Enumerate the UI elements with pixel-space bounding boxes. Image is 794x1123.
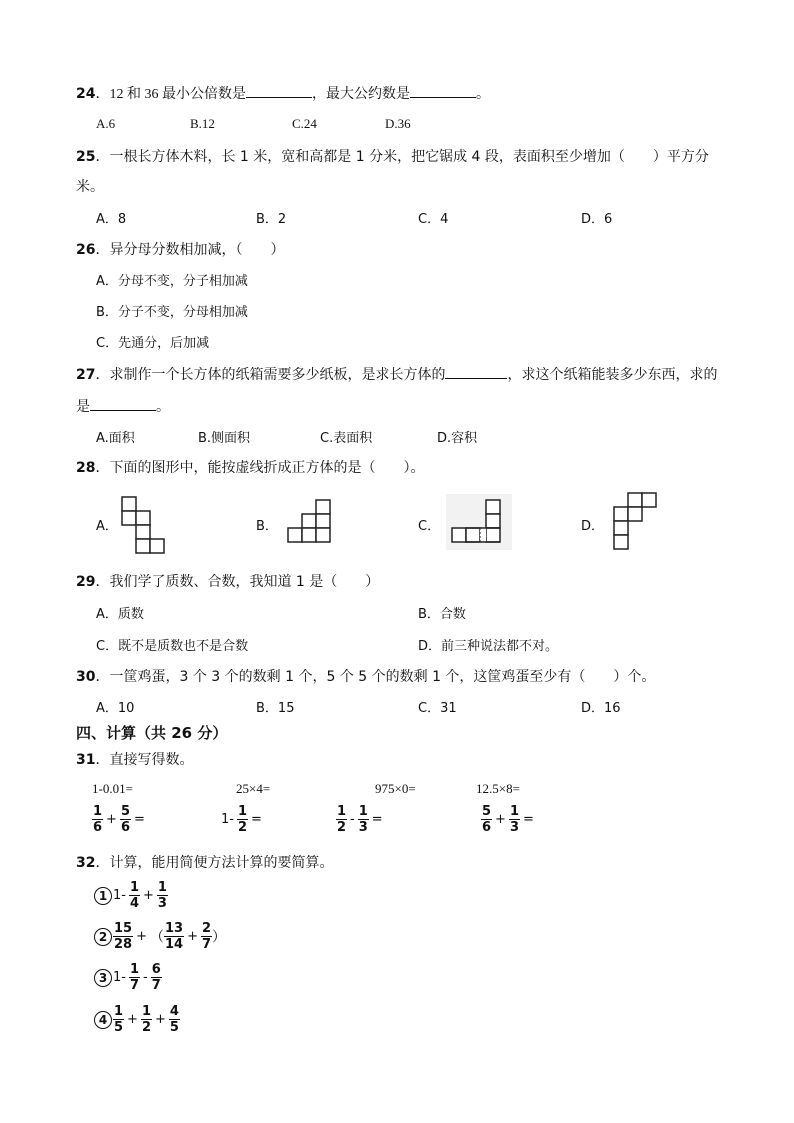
- circled-number: 4: [94, 1011, 112, 1029]
- option-d[interactable]: D．6: [581, 212, 613, 227]
- question-number: 26: [76, 242, 96, 258]
- fraction: $\frac{6}{7}$: [151, 962, 161, 993]
- calc-problem-4: 4 $\frac{1}{5}$ + $\frac{1}{2}$ + $\frac{4}{5}$: [94, 1004, 180, 1035]
- fraction: $\frac{5}{6}$: [120, 804, 130, 835]
- fraction: $\frac{13}{14}$: [165, 921, 184, 952]
- option-d[interactable]: D.容积: [437, 431, 478, 446]
- option-b[interactable]: B．: [256, 519, 278, 534]
- question-text: ．一筐鸡蛋，3 个 3 个的数剩 1 个，5 个 5 个的数剩 1 个，这筐鸡蛋至少有（ ）个。: [95, 669, 656, 685]
- question-number: 30: [76, 669, 96, 685]
- option-c[interactable]: C.24: [292, 116, 317, 131]
- answer-blank[interactable]: [90, 410, 156, 411]
- question-number: 25: [76, 149, 96, 165]
- question-number: 31: [76, 752, 96, 768]
- question-number: 28: [76, 460, 96, 476]
- calc-problem-3: 3 1- $\frac{1}{7}$ - $\frac{6}{7}$: [94, 962, 162, 993]
- cube-net-d: [608, 490, 660, 556]
- option-b[interactable]: B.侧面积: [198, 431, 251, 446]
- question-text: 。: [156, 399, 170, 415]
- question-24: [76, 83, 490, 103]
- option-d[interactable]: D．16: [581, 701, 621, 716]
- question-text: ．我们学了质数、合数，我知道 1 是（ ）: [95, 574, 380, 590]
- fraction: $\frac{15}{28}$: [114, 921, 133, 952]
- fraction-expression: 1- $\frac{1}{2}$ =: [221, 804, 262, 835]
- question-27: [76, 364, 717, 384]
- calc-item: 12.5×8=: [476, 781, 520, 796]
- option-b[interactable]: B．2: [256, 212, 287, 227]
- option-c[interactable]: C．既不是质数也不是合数: [96, 639, 249, 654]
- fraction: $\frac{1}{3}$: [358, 804, 368, 835]
- fraction: $\frac{4}{5}$: [169, 1004, 179, 1035]
- fraction: $\frac{1}{2}$: [337, 804, 347, 835]
- question-text: ．求制作一个长方体的纸箱需要多少纸板，是求长方体的: [95, 367, 446, 383]
- circled-number: 2: [94, 928, 112, 946]
- fraction: $\frac{1}{5}$: [114, 1004, 124, 1035]
- option-b[interactable]: B．合数: [418, 607, 466, 622]
- answer-blank[interactable]: [246, 97, 312, 98]
- option-a[interactable]: A．8: [96, 212, 127, 227]
- option-d[interactable]: D.36: [385, 116, 411, 131]
- question-27-line2: [76, 396, 170, 416]
- question-25: [76, 146, 709, 166]
- answer-blank[interactable]: [410, 97, 476, 98]
- option-a[interactable]: A．10: [96, 701, 135, 716]
- question-number: 27: [76, 367, 96, 383]
- question-text: ．12 和 36 最小公倍数是: [95, 87, 246, 102]
- fraction-expression: $\frac{1}{2}$ - $\frac{1}{3}$ =: [337, 804, 383, 835]
- question-text-continued: 米。: [76, 179, 104, 195]
- option-b[interactable]: B．分子不变，分母相加减: [96, 305, 248, 320]
- option-d[interactable]: D．前三种说法都不对。: [418, 639, 559, 654]
- cube-net-a: [116, 494, 168, 556]
- cube-net-c: [446, 494, 512, 550]
- option-c[interactable]: C．31: [418, 701, 457, 716]
- question-28: [76, 457, 424, 477]
- question-30: [76, 666, 655, 686]
- question-number: 32: [76, 855, 96, 871]
- option-c[interactable]: C．4: [418, 212, 449, 227]
- question-number: 29: [76, 574, 96, 590]
- circled-number: 1: [94, 887, 112, 905]
- question-26: [76, 239, 284, 259]
- fraction-expression: $\frac{5}{6}$ + $\frac{1}{3}$ =: [482, 804, 534, 835]
- option-a[interactable]: A.面积: [96, 431, 135, 446]
- option-c[interactable]: C.表面积: [320, 431, 373, 446]
- option-a[interactable]: A.6: [96, 116, 116, 131]
- question-29: [76, 571, 379, 591]
- fraction: $\frac{1}{4}$: [129, 880, 140, 911]
- option-b[interactable]: B．15: [256, 701, 295, 716]
- option-a[interactable]: A．质数: [96, 607, 144, 622]
- fraction: $\frac{1}{7}$: [129, 962, 140, 993]
- fraction: $\frac{2}{7}$: [202, 921, 212, 952]
- option-a[interactable]: A．: [96, 519, 118, 534]
- question-32: [76, 852, 333, 872]
- option-d[interactable]: D．: [581, 519, 605, 534]
- question-text: 是: [76, 399, 90, 415]
- fraction: $\frac{5}{6}$: [482, 804, 492, 835]
- option-b[interactable]: B.12: [190, 116, 215, 131]
- question-text: 。: [475, 86, 490, 102]
- fraction-expression: $\frac{1}{6}$ + $\frac{5}{6}$ =: [93, 804, 145, 835]
- fraction: $\frac{1}{3}$: [509, 804, 519, 835]
- question-text: ，最大公约数是: [311, 87, 410, 102]
- fraction: $\frac{1}{2}$: [141, 1004, 151, 1035]
- option-c[interactable]: C．先通分，后加减: [96, 336, 210, 351]
- question-text: ，求这个纸箱能装多少东西，求的: [507, 367, 718, 383]
- question-text: ．计算，能用简便方法计算的要简算。: [95, 855, 334, 871]
- calc-item: 25×4=: [236, 781, 271, 796]
- question-text: ．异分母分数相加减，（ ）: [95, 242, 285, 258]
- answer-blank[interactable]: [445, 378, 507, 379]
- question-number: 24: [76, 86, 96, 102]
- fraction: $\frac{1}{2}$: [237, 804, 248, 835]
- option-c[interactable]: C．: [418, 519, 441, 534]
- calc-problem-2: 2 $\frac{15}{28}$ + （ $\frac{13}{14}$ + $\frac{2}{7}$ ）: [94, 921, 226, 952]
- section-heading: 四、计算（共 26 分）: [76, 724, 228, 742]
- fraction: $\frac{1}{6}$: [93, 804, 103, 835]
- calc-item: 1-0.01=: [92, 781, 133, 796]
- question-text: ．一根长方体木料，长 1 米，宽和高都是 1 分米，把它锯成 4 段，表面积至少增加（ ）平方分: [95, 149, 709, 165]
- calc-item: 975×0=: [375, 781, 416, 796]
- question-31: [76, 749, 193, 769]
- fraction: $\frac{1}{3}$: [157, 880, 167, 911]
- question-text: ．下面的图形中，能按虚线折成正方体的是（ ）。: [95, 460, 425, 476]
- circled-number: 3: [94, 969, 112, 987]
- calc-problem-1: 1 1- $\frac{1}{4}$ + $\frac{1}{3}$: [94, 880, 168, 911]
- question-text: ．直接写得数。: [95, 752, 194, 768]
- option-a[interactable]: A．分母不变，分子相加减: [96, 274, 248, 289]
- cube-net-b: [282, 494, 334, 546]
